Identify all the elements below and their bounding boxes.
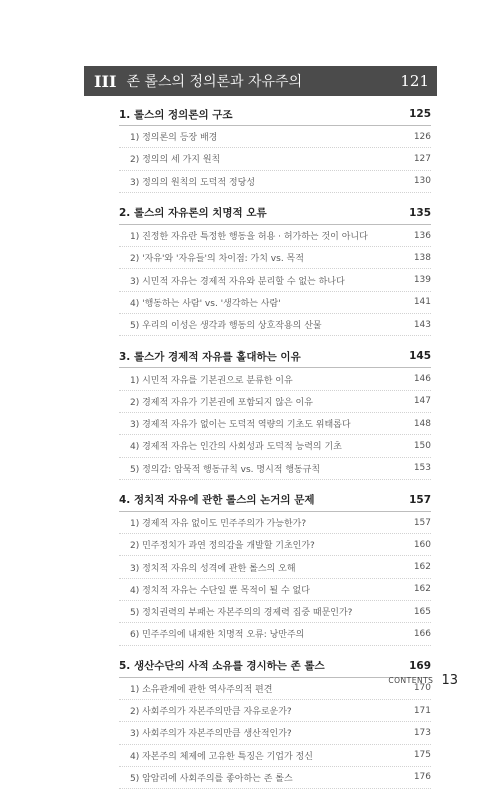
section-page-number: 165 [413, 606, 431, 617]
chapter-title: 5. 생산수단의 사적 소유를 경시하는 존 롤스 [119, 660, 325, 673]
section-title: 4) 경제적 자유는 인간의 사회성과 도덕적 능력의 기초 [130, 442, 342, 453]
chapter-heading[interactable] [119, 202, 431, 225]
part-title: 존 롤스의 정의론과 자유주의 [126, 74, 303, 90]
section-entry[interactable] [119, 391, 431, 413]
chapter-page-number: 125 [409, 108, 431, 120]
chapter-page-number: 157 [409, 493, 431, 506]
chapter-page-number: 135 [409, 206, 431, 219]
section-page-number: 166 [413, 628, 431, 639]
section-entry[interactable] [119, 579, 431, 601]
section-title: 1) 경제적 자유 없이도 민주주의가 가능한가? [130, 519, 307, 529]
section-page-number: 153 [413, 463, 431, 474]
section-page-number: 148 [413, 418, 431, 429]
section-page-number: 146 [413, 374, 431, 385]
chapter-title: 1. 롤스의 정의론의 구조 [119, 108, 233, 121]
section-title: 1) 시민적 자유를 기본권으로 분류한 이유 [130, 375, 293, 386]
section-entry[interactable] [119, 171, 431, 193]
section-page-number: 171 [413, 705, 431, 716]
section-entry[interactable] [119, 435, 431, 457]
section-title: 5) 정치권력의 부패는 자본주의의 경제력 집중 때문인가? [130, 608, 353, 619]
section-page-number: 173 [413, 727, 431, 738]
section-page-number: 175 [413, 750, 431, 761]
section-title: 5) 우리의 이성은 생각과 행동의 상호작용의 산물 [130, 321, 322, 332]
chapter [119, 345, 431, 479]
section-title: 2) 경제적 자유가 기본권에 포함되지 않은 이유 [130, 397, 313, 408]
section-page-number: 160 [413, 539, 431, 550]
section-entry[interactable] [119, 413, 431, 435]
chapter-title: 3. 롤스가 경제적 자유를 홀대하는 이유 [119, 350, 301, 363]
section-entry[interactable] [119, 368, 431, 390]
chapter [119, 489, 431, 646]
section-page-number: 157 [413, 517, 431, 528]
chapter-page-number: 169 [409, 659, 431, 672]
section-title: 3) 경제적 자유가 없이는 도덕적 역량의 기초도 위태롭다 [130, 420, 351, 431]
chapter-title: 4. 정치적 자유에 관한 롤스의 논거의 문제 [119, 494, 315, 507]
section-title: 5) 정의감: 암묵적 행동규칙 vs. 명시적 행동규칙 [130, 464, 321, 475]
section-entry[interactable] [119, 148, 431, 170]
part-number: III [94, 71, 117, 91]
section-title: 6) 민주주의에 내재한 치명적 오류: 낭만주의 [130, 630, 305, 641]
section-page-number: 143 [413, 319, 431, 330]
section-title: 3) 사회주의가 자본주의만큼 생산적인가? [130, 729, 292, 740]
chapter-page-number: 145 [409, 350, 431, 363]
section-page-number: 138 [413, 252, 431, 263]
chapter-title: 2. 롤스의 자유론의 치명적 오류 [119, 207, 267, 220]
section-title: 4) 자본주의 체제에 고유한 특징은 기업가 정신 [130, 751, 313, 762]
chapter [119, 103, 431, 193]
section-entry[interactable] [119, 767, 431, 789]
section-entry[interactable] [119, 314, 431, 336]
section-entry[interactable] [119, 458, 431, 480]
page-footer [388, 673, 458, 688]
section-title: 1) 소유관계에 관한 역사주의적 편견 [130, 684, 273, 695]
section-title: 5) 암암리에 사회주의를 좋아하는 존 롤스 [130, 773, 293, 784]
section-title: 3) 시민적 자유는 경제적 자유와 분리할 수 없는 하나다 [130, 276, 345, 287]
section-title: 3) 정의의 원칙의 도덕적 정당성 [130, 177, 256, 188]
section-title: 2) 민주정치가 과연 정의감을 개발할 기초인가? [130, 541, 315, 552]
chapter-heading[interactable] [119, 345, 431, 368]
chapter [119, 655, 434, 789]
section-title: 3) 정치적 자유의 성격에 관한 롤스의 오해 [130, 563, 296, 574]
section-page-number: 162 [413, 584, 431, 595]
section-page-number: 162 [413, 562, 431, 573]
section-title: 4) '행동하는 사람' vs. '생각하는 사람' [130, 298, 281, 309]
section-entry[interactable] [119, 247, 431, 269]
chapter-heading[interactable] [119, 489, 431, 512]
chapter-heading[interactable] [119, 655, 431, 678]
section-page-number: 141 [413, 297, 431, 308]
section-entry[interactable] [119, 722, 431, 744]
chapter-heading[interactable] [119, 103, 431, 126]
section-title: 2) 사회주의가 자본주의만큼 자유로운가? [130, 707, 292, 718]
section-title: 1) 정의론의 등장 배경 [130, 133, 218, 144]
footer-page-number: 13 [441, 673, 458, 688]
section-title: 2) '자유'와 '자유들'의 차이점: 가치 vs. 목적 [130, 254, 304, 265]
section-entry[interactable] [119, 225, 431, 247]
section-entry[interactable] [119, 556, 431, 578]
section-page-number: 150 [413, 440, 431, 451]
section-entry[interactable] [119, 601, 431, 623]
part-header [84, 66, 437, 96]
section-entry[interactable] [119, 745, 431, 767]
section-title: 1) 진정한 자유란 특정한 행동을 허용 · 허가하는 것이 아니다 [130, 232, 368, 243]
footer-label: CONTENTS [388, 676, 434, 685]
section-title: 4) 정치적 자유는 수단일 뿐 목적이 될 수 없다 [130, 585, 310, 596]
table-of-contents [119, 103, 434, 798]
section-page-number: 136 [413, 230, 431, 241]
section-entry[interactable] [119, 623, 431, 645]
section-page-number: 126 [413, 131, 431, 142]
section-page-number: 139 [413, 275, 431, 286]
section-title: 2) 정의의 세 가지 원칙 [130, 155, 221, 166]
section-entry[interactable] [119, 534, 431, 556]
chapter [119, 202, 431, 336]
section-entry[interactable] [119, 676, 434, 700]
section-page-number: 130 [413, 176, 431, 187]
section-entry[interactable] [119, 700, 431, 722]
section-entry[interactable] [119, 292, 431, 314]
section-page-number: 127 [413, 153, 431, 164]
section-entry[interactable] [119, 126, 431, 148]
part-page-number: 121 [400, 72, 429, 90]
section-page-number: 147 [413, 396, 431, 407]
section-entry[interactable] [119, 269, 431, 291]
section-page-number: 170 [413, 683, 431, 694]
section-page-number: 176 [413, 772, 431, 783]
section-entry[interactable] [119, 512, 431, 534]
